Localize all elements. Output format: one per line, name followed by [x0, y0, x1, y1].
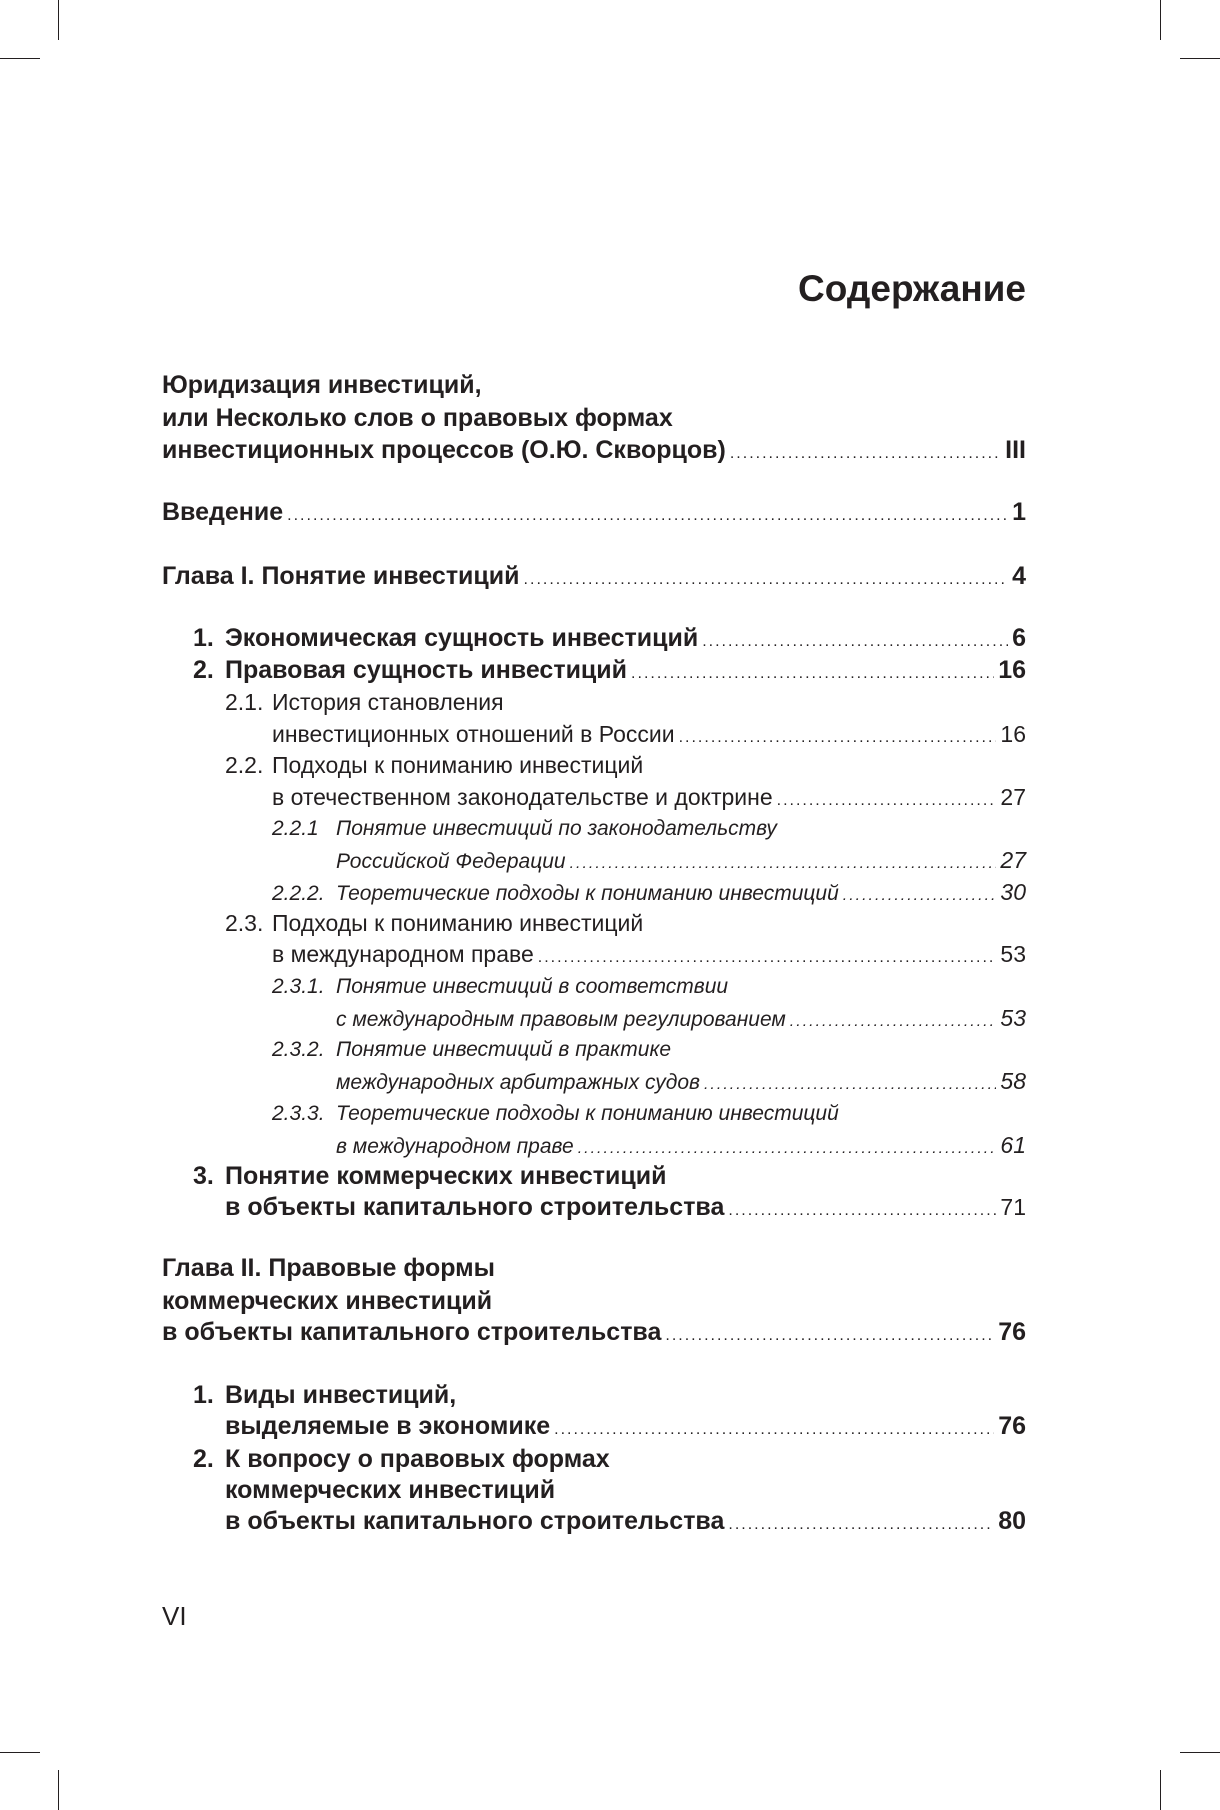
leader-dots: [728, 1509, 994, 1541]
toc-text: Глава II. Правовые формы: [162, 1254, 496, 1282]
toc-entry-2-3-1[interactable]: [336, 1002, 1026, 1034]
toc-text: Понятие коммерческих инвестиций: [225, 1162, 667, 1190]
page-number: 27: [1000, 847, 1026, 873]
toc-entry-2-2-2[interactable]: [272, 876, 1026, 908]
section-number: 2.: [193, 1445, 214, 1473]
section-number: 2.: [193, 656, 214, 684]
leader-dots: [728, 1195, 996, 1227]
page-number: 4: [1012, 562, 1026, 590]
toc-text: в объекты капитального строительства: [162, 1318, 662, 1346]
toc-text: Понятие инвестиций в практике: [336, 1038, 672, 1061]
toc-text: в международном праве: [272, 941, 534, 967]
page-number: 76: [998, 1412, 1026, 1440]
page-number: 1: [1012, 498, 1026, 526]
section-number: 2.1.: [225, 689, 264, 715]
toc-text: Правовая сущность инвестиций: [225, 656, 628, 684]
toc-entry-1-1[interactable]: [193, 622, 1026, 654]
crop-mark: [58, 1770, 59, 1810]
section-number: 2.3.1.: [272, 975, 325, 998]
toc-text: Юридизация инвестиций,: [162, 371, 482, 399]
toc-text: К вопросу о правовых формах: [225, 1445, 610, 1473]
toc-text: в объекты капитального строительства: [225, 1193, 725, 1221]
toc-text: Глава I. Понятие инвестиций: [162, 562, 520, 590]
toc-text: Российской Федерации: [336, 850, 566, 873]
toc-entry-2-3-3[interactable]: [336, 1129, 1026, 1161]
page-number: 61: [1000, 1132, 1026, 1158]
section-number: 1.: [193, 624, 214, 652]
crop-mark: [58, 0, 59, 40]
section-number: 2.3.: [225, 910, 264, 936]
toc-text: История становления: [272, 689, 504, 715]
toc-entry-introduction[interactable]: [162, 496, 1026, 528]
toc-text: Экономическая сущность инвестиций: [225, 624, 699, 652]
toc-line: [225, 749, 1026, 781]
page-number: 53: [1000, 1005, 1026, 1031]
page-number: 58: [1000, 1068, 1026, 1094]
toc-line: [272, 1098, 1026, 1130]
toc-text: инвестиционных процессов (О.Ю. Скворцов): [162, 436, 726, 464]
toc-line: [193, 1160, 1026, 1192]
leader-dots: [538, 942, 997, 974]
toc-text: в объекты капитального строительства: [225, 1507, 725, 1535]
toc-line: [225, 1474, 1026, 1506]
crop-mark: [0, 58, 40, 59]
toc-line: [225, 686, 1026, 718]
toc-line: [193, 1379, 1026, 1411]
toc-line: [162, 1285, 1026, 1317]
crop-mark: [1160, 0, 1161, 40]
page-folio: VI: [162, 1601, 187, 1631]
toc-entry-foreword[interactable]: [162, 434, 1026, 466]
toc-line: [272, 971, 1026, 1003]
section-number: 2.3.2.: [272, 1038, 325, 1061]
page-title: Содержание: [798, 268, 1026, 309]
page-number: 16: [1000, 721, 1026, 747]
toc-entry-1-3[interactable]: [225, 1191, 1026, 1223]
page-number: 76: [998, 1318, 1026, 1346]
page-number: III: [1005, 436, 1026, 464]
leader-dots: [730, 438, 1001, 470]
crop-mark: [1180, 1752, 1220, 1753]
leader-dots: [704, 1069, 996, 1101]
toc-text: Понятие инвестиций в соответствии: [336, 975, 729, 998]
toc-line: [193, 1443, 1026, 1475]
toc-entry-2-2[interactable]: [272, 781, 1026, 813]
toc-entry-chapter-2[interactable]: [162, 1316, 1026, 1348]
toc-entry-1-2[interactable]: [193, 654, 1026, 686]
toc-line: [225, 907, 1026, 939]
crop-mark: [0, 1752, 40, 1753]
toc-text: Теоретические подходы к пониманию инвестиций: [336, 1102, 839, 1125]
toc-entry-2-2-1[interactable]: [336, 844, 1026, 876]
toc-text: с международным правовым регулированием: [336, 1008, 786, 1031]
toc-text: в отечественном законодательстве и доктрине: [272, 784, 773, 810]
toc-text: Введение: [162, 498, 284, 526]
crop-mark: [1160, 1770, 1161, 1810]
toc-entry-2-1-types[interactable]: [225, 1410, 1026, 1442]
toc-text: Теоретические подходы к пониманию инвестиций: [336, 882, 839, 905]
toc-text: Подходы к пониманию инвестиций: [272, 752, 644, 778]
toc-line: [162, 1252, 1026, 1284]
page-number: 6: [1012, 624, 1026, 652]
page-number: 27: [1000, 784, 1026, 810]
section-number: 2.2.: [225, 752, 264, 778]
toc-entry-2-3-2[interactable]: [336, 1065, 1026, 1097]
toc-line: [272, 1034, 1026, 1066]
section-number: 2.2.2.: [272, 882, 325, 905]
toc-line: [162, 369, 1026, 401]
section-number: 2.2.1: [272, 817, 319, 840]
toc-line: [162, 402, 1026, 434]
toc-text: коммерческих инвестиций: [225, 1476, 556, 1504]
toc-text: или Несколько слов о правовых формах: [162, 404, 673, 432]
section-number: 3.: [193, 1162, 214, 1190]
leader-dots: [524, 564, 1009, 596]
toc-text: в международном праве: [336, 1135, 574, 1158]
section-number: 1.: [193, 1381, 214, 1409]
toc-text: инвестиционных отношений в России: [272, 721, 675, 747]
toc-entry-2-2-forms[interactable]: [225, 1505, 1026, 1537]
crop-mark: [1180, 58, 1220, 59]
toc-text: Виды инвестиций,: [225, 1381, 457, 1409]
toc-entry-chapter-1[interactable]: [162, 560, 1026, 592]
toc-text: Подходы к пониманию инвестиций: [272, 910, 644, 936]
leader-dots: [665, 1320, 994, 1352]
toc-text: выделяемые в экономике: [225, 1412, 551, 1440]
toc-text: коммерческих инвестиций: [162, 1287, 493, 1315]
leader-dots: [554, 1414, 994, 1446]
section-number: 2.3.3.: [272, 1102, 325, 1125]
page-number: 71: [1000, 1194, 1026, 1220]
toc-text: международных арбитражных судов: [336, 1071, 700, 1094]
page-number: 16: [998, 656, 1026, 684]
page-number: 53: [1000, 941, 1026, 967]
leader-dots: [287, 500, 1008, 532]
page-number: 80: [998, 1507, 1026, 1535]
toc-entry-2-1[interactable]: [272, 718, 1026, 750]
toc-text: Понятие инвестиций по законодательству: [336, 817, 777, 840]
toc-line: [272, 813, 1026, 845]
toc-entry-2-3[interactable]: [272, 938, 1026, 970]
page-number: 30: [1000, 879, 1026, 905]
